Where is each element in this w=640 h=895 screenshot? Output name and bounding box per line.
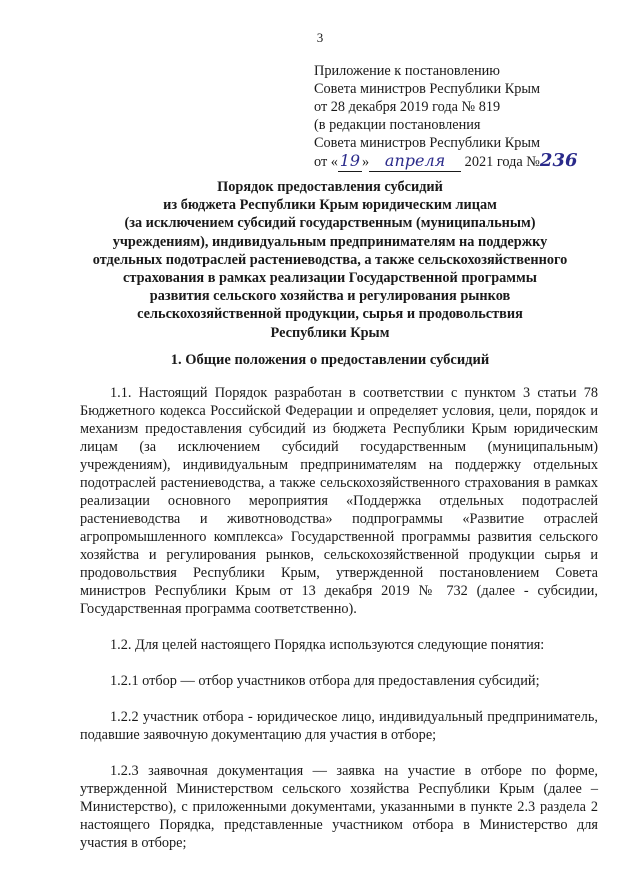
paragraph-1-2-2: 1.2.2 участник отбора - юридическое лицо, индивидуальный предприниматель, подавшие заявочную документацию для участия в отборе;: [80, 709, 598, 743]
title-line: Республики Крым: [270, 324, 390, 341]
appendix-date-line: [314, 152, 614, 172]
document-body: [80, 384, 598, 852]
date-prefix: от «: [314, 154, 338, 170]
quote-close: »: [361, 154, 370, 170]
appendix-line: Приложение к постановлению: [314, 63, 500, 79]
paragraph-1-2-3: 1.2.3 заявочная документация — заявка на участие в отборе по форме, утвержденной Министерством сельского хозяйства Республики Крым (далее – Министерство), с приложенными документами, указанными в пункте 2.3 раздела 2 настоящего Порядка, представленные участником отбора в Министерство для участия в отборе;: [80, 763, 598, 851]
title-line: страхования в рамках реализации Государственной программы: [123, 270, 537, 287]
paragraph-1-2: 1.2. Для целей настоящего Порядка используются следующие понятия:: [110, 637, 545, 653]
appendix-line: (в редакции постановления: [314, 117, 481, 133]
year-text: 2021 года №: [464, 154, 540, 170]
title-line: сельскохозяйственной продукции, сырья и продовольствия: [137, 306, 523, 323]
appendix-line: Совета министров Республики Крым: [314, 81, 541, 97]
title-line: из бюджета Республики Крым юридическим лицам: [163, 197, 497, 214]
appendix-line: Совета министров Республики Крым: [314, 135, 541, 151]
paragraph-1-2-1: 1.2.1 отбор — отбор участников отбора для предоставления субсидий;: [110, 673, 540, 689]
title-line: (за исключением субсидий государственным (муниципальным): [124, 215, 536, 232]
title-line: развития сельского хозяйства и регулирования рынков: [149, 288, 511, 305]
appendix-block: [314, 62, 614, 172]
handwritten-number: 236: [539, 150, 578, 171]
title-line: учреждениям), индивидуальным предпринимателям на поддержку: [112, 233, 548, 250]
handwritten-day: 19: [339, 151, 361, 170]
paragraph-1-1: 1.1. Настоящий Порядок разработан в соответствии с пунктом 3 статьи 78 Бюджетного кодекса Российской Федерации и определяет условия, цели, порядок и механизм предоставления субсидий из бюджета Республики Крым юридическим лицам (за исключением субсидий государственным (муниципальным) учреждениям), индивидуальным предпринимателям на поддержку отдельных подотраслей растениеводства, а также сельскохозяйственного страхования в рамках реализации основного мероприятия «Поддержка отдельных подотраслей растениеводства и животноводства» подпрограммы «Развитие отраслей агропромышленного комплекса» Государственной программы развития сельского хозяйства и регулирования рынков, сельскохозяйственной продукции сырья и продовольствия Республики Крым, утвержденной постановлением Совета министров Республики Крым от 13 декабря 2019 № 732 (далее - субсидии, Государственная программа соответственно).: [80, 385, 598, 617]
appendix-line: от 28 декабря 2019 года № 819: [314, 99, 501, 115]
page-number: 3: [316, 30, 324, 45]
section-heading: 1. Общие положения о предоставлении субсидий: [170, 352, 490, 368]
title-line: Порядок предоставления субсидий: [217, 179, 443, 195]
title-line: отдельных подотраслей растениеводства, а также сельскохозяйственного: [92, 251, 568, 268]
handwritten-month: апреля: [384, 151, 446, 170]
document-title: [60, 178, 600, 342]
